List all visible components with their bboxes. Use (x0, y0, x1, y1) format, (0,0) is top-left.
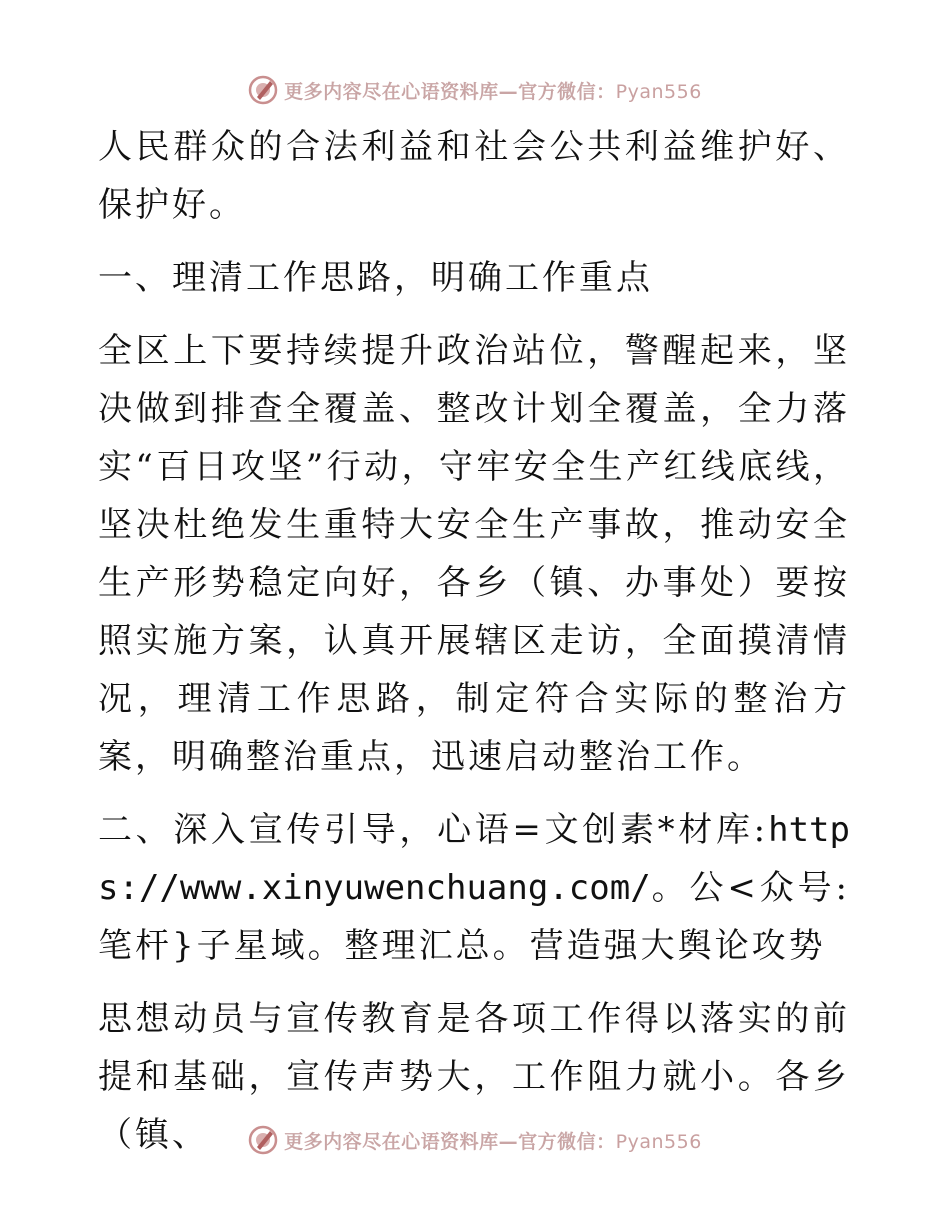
watermark-text: 更多内容尽在心语资料库—官方微信：Pyan556 (284, 1130, 702, 1153)
section-heading-2 (98, 801, 850, 975)
footer-watermark (0, 1120, 950, 1160)
section-heading-1: 一、理清工作思路，明确工作重点 (98, 258, 653, 298)
pen-logo-icon (248, 75, 278, 105)
paragraph-continuation: 人民群众的合法利益和社会公共利益维护好、保护好。 (98, 127, 850, 225)
wechat-id: Pyan556 (615, 1130, 702, 1153)
section-1-paragraph: 全区上下要持续提升政治站位，警醒起来，坚决做到排查全覆盖、整改计划全覆盖，全力落实“百日攻坚”行动，守牢安全生产红线底线，坚决杜绝发生重特大安全生产事故，推动安全生产形势稳定向好，各乡（镇、办事处）要按照实施方案，认真开展辖区走访，全面摸清情况，理清工作思路，制定符合实际的整治方案，明确整治重点，迅速启动整治工作。 (98, 331, 850, 777)
document-body (98, 118, 850, 1164)
website-link[interactable]: https://www.xinyuwenchuang.com/ (98, 810, 850, 908)
section-2-paragraph: 思想动员与宣传教育是各项工作得以落实的前提和基础，宣传声势大，工作阻力就小。各乡（镇、 (98, 999, 850, 1155)
header-watermark (0, 70, 950, 110)
watermark-text: 更多内容尽在心语资料库—官方微信：Pyan556 (284, 80, 702, 103)
heading-2-prefix: 二、深入宣传引导，心语=文创素*材库: (98, 810, 769, 850)
heading-2-suffix: 。公<众号: 笔杆}子星域。整理汇总。营造强大舆论攻势 (98, 868, 850, 966)
wechat-id: Pyan556 (615, 80, 702, 103)
pen-logo-icon (248, 1125, 278, 1155)
